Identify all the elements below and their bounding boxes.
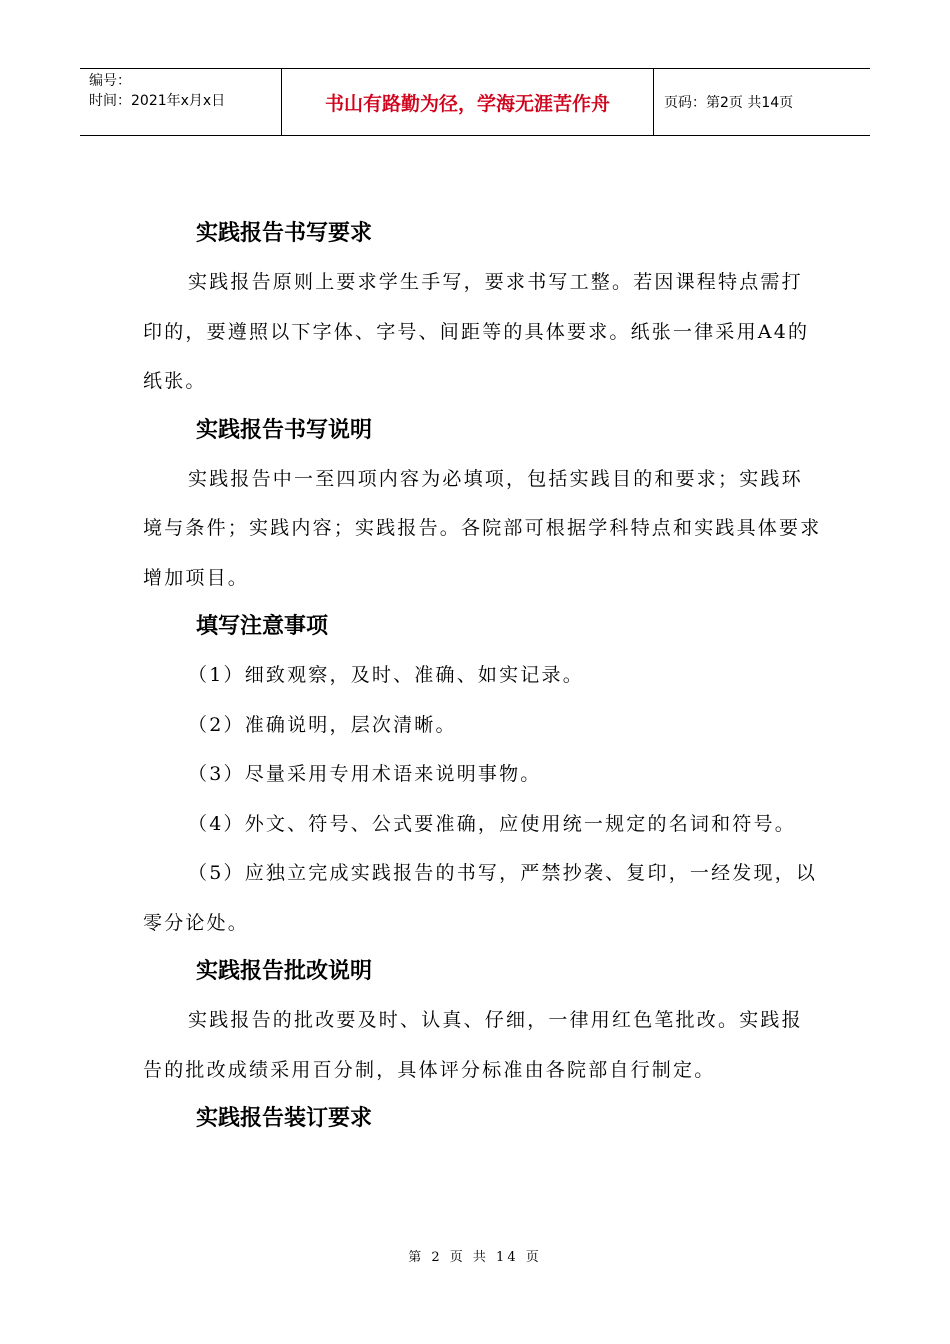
list-item: （4）外文、符号、公式要准确，应使用统一规定的名词和符号。 [188, 812, 796, 835]
section-heading: 实践报告书写要求 [196, 221, 373, 246]
document-body [143, 210, 823, 1143]
header-page-info: 页码：第2页 共14页 [664, 95, 794, 111]
page-footer: 第 2 页 共 14 页 [408, 1250, 542, 1265]
section-heading: 填写注意事项 [196, 614, 329, 639]
list-item: （3）尽量采用专用术语来说明事物。 [188, 763, 542, 785]
header-motto: 书山有路勤为径，学海无涯苦作舟 [282, 69, 654, 135]
page-header [80, 68, 870, 136]
list-item: （5）应独立完成实践报告的书写，严禁抄袭、复印，一经发现，以零分论处。 [143, 862, 818, 934]
time-label: 时间：2021年x月x日 [89, 93, 226, 109]
paragraph: 实践报告的批改要及时、认真、仔细，一律用红色笔批改。实践报告的批改成绩采用百分制，具体评分标准由各院部自行制定。 [143, 1009, 803, 1081]
number-label: 编号： [89, 73, 131, 89]
paragraph: 实践报告中一至四项内容为必填项，包括实践目的和要求；实践环境与条件；实践内容；实践报告。各院部可根据学科特点和实践具体要求增加项目。 [143, 467, 822, 589]
section-notes [143, 603, 823, 948]
section-binding [143, 1095, 823, 1143]
list-item: （2）准确说明，层次清晰。 [188, 713, 457, 736]
section-writing-requirements [143, 210, 823, 407]
paragraph: 实践报告原则上要求学生手写，要求书写工整。若因课程特点需打印的，要遵照以下字体、字号、间距等的具体要求。纸张一律采用A4的纸张。 [143, 271, 810, 392]
section-heading: 实践报告装订要求 [196, 1106, 373, 1131]
section-grading [143, 948, 823, 1095]
list-item: （1）细致观察，及时、准确、如实记录。 [188, 664, 584, 686]
section-heading: 实践报告批改说明 [196, 959, 373, 984]
section-heading: 实践报告书写说明 [196, 417, 373, 443]
header-meta [80, 69, 282, 135]
section-writing-instructions [143, 407, 823, 604]
